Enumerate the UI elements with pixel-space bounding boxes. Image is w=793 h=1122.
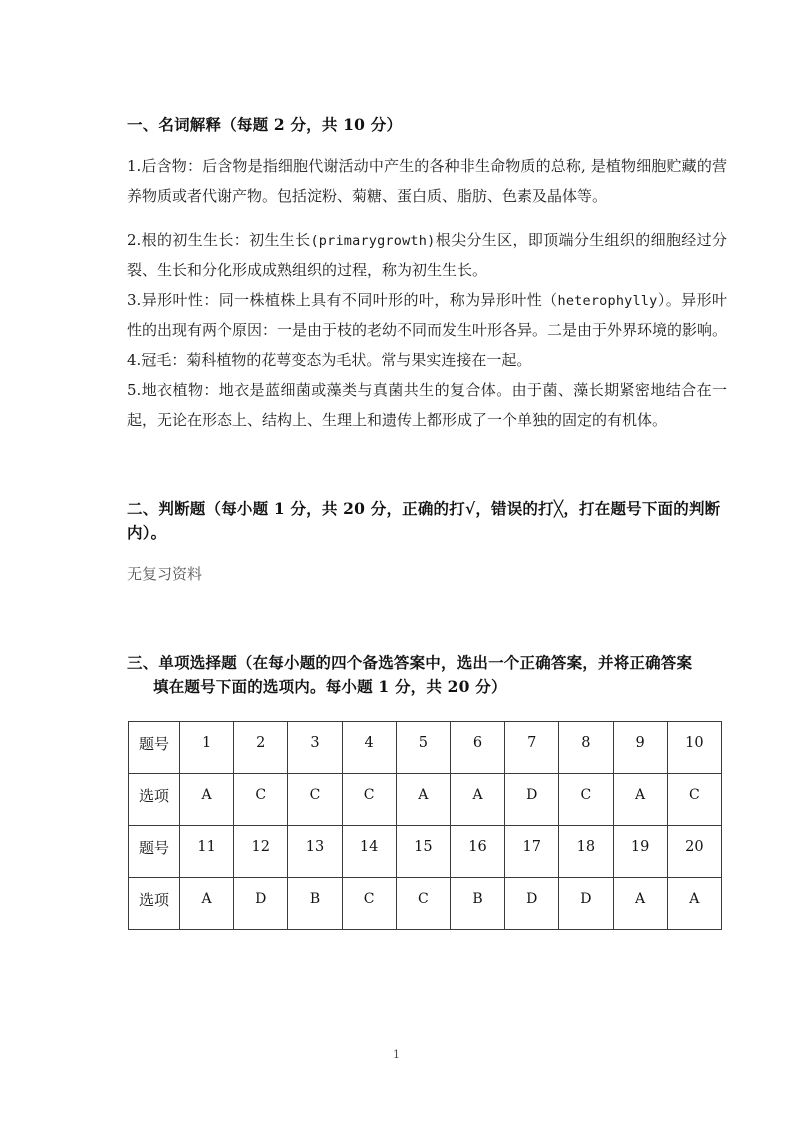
term-item-2-label: 2. bbox=[127, 231, 142, 250]
table-row bbox=[129, 722, 722, 774]
page-number: 1 bbox=[393, 1048, 400, 1061]
answer-option: A bbox=[450, 774, 504, 826]
question-number: 5 bbox=[396, 722, 450, 774]
table-row bbox=[129, 878, 722, 930]
answer-option: C bbox=[559, 774, 613, 826]
answer-key-table-body bbox=[129, 722, 722, 930]
term-item-5-term: 地衣植物： bbox=[141, 381, 219, 400]
answer-option: C bbox=[396, 878, 450, 930]
question-number: 10 bbox=[667, 722, 721, 774]
term-item-1-term: 后含物： bbox=[141, 157, 203, 176]
question-number: 6 bbox=[450, 722, 504, 774]
answer-option: A bbox=[180, 774, 234, 826]
term-item-3-label: 3. bbox=[127, 291, 142, 310]
term-item-5-text: 地衣是蓝细菌或藻类与真菌共生的复合体。由于菌、藻长期紧密地结合在一起，无论在形态上、结构上、生理上和遗传上都形成了一个单独的固定的有机体。 bbox=[127, 381, 727, 430]
term-item-2-text-before: 初生生长 bbox=[249, 231, 311, 250]
table-row bbox=[129, 774, 722, 826]
answer-option: D bbox=[559, 878, 613, 930]
answer-table-container bbox=[127, 721, 727, 930]
question-number: 15 bbox=[396, 826, 450, 878]
answer-option: D bbox=[234, 878, 288, 930]
table-row bbox=[129, 826, 722, 878]
spacer bbox=[127, 137, 727, 151]
question-number: 1 bbox=[180, 722, 234, 774]
term-item-3-latin: heterophylly bbox=[557, 293, 658, 310]
answer-option: B bbox=[450, 878, 504, 930]
question-number: 2 bbox=[234, 722, 288, 774]
term-item-5 bbox=[127, 375, 727, 435]
section-3-heading-line-2: 填在题号下面的选项内。每小题 1 分，共 20 分） bbox=[153, 677, 507, 697]
answer-option: C bbox=[667, 774, 721, 826]
section-1-heading: 一、名词解释（每题 2 分，共 10 分） bbox=[127, 115, 403, 134]
answer-option: A bbox=[667, 878, 721, 930]
term-item-4-text: 菊科植物的花萼变态为毛状。常与果实连接在一起。 bbox=[186, 351, 532, 370]
term-item-1-text: 后含物是指细胞代谢活动中产生的各种非生命物质的总称, 是植物细胞贮藏的营养物质或者代谢产物。包括淀粉、菊糖、蛋白质、脂肪、色素及晶体等。 bbox=[127, 157, 727, 206]
answer-option: C bbox=[234, 774, 288, 826]
term-item-5-label: 5. bbox=[127, 381, 142, 400]
answer-key-table bbox=[128, 721, 722, 930]
term-item-3-text-before: 同一株植株上具有不同叶形的叶，称为异形叶性（ bbox=[218, 291, 558, 310]
question-number: 7 bbox=[505, 722, 559, 774]
question-number: 12 bbox=[234, 826, 288, 878]
question-number: 18 bbox=[559, 826, 613, 878]
term-item-2-latin: (primarygrowth) bbox=[310, 233, 436, 250]
answer-option: A bbox=[613, 878, 667, 930]
term-item-2 bbox=[127, 225, 727, 285]
spacer bbox=[127, 211, 727, 225]
question-number: 14 bbox=[342, 826, 396, 878]
answer-option: D bbox=[505, 774, 559, 826]
document-content bbox=[127, 113, 727, 930]
row-header-number-2: 题号 bbox=[129, 826, 180, 878]
answer-option: A bbox=[613, 774, 667, 826]
row-header-number-1: 题号 bbox=[129, 722, 180, 774]
answer-option: A bbox=[396, 774, 450, 826]
answer-option: C bbox=[342, 878, 396, 930]
row-header-option-2: 选项 bbox=[129, 878, 180, 930]
term-item-3-text-after: ）。异形叶性的出现有两个原因：一是由于枝的老幼不同而发生叶形各异。二是由于外界环境的影响。 bbox=[127, 291, 728, 340]
term-item-4-term: 冠毛： bbox=[141, 351, 187, 370]
question-number: 9 bbox=[613, 722, 667, 774]
question-number: 11 bbox=[180, 826, 234, 878]
answer-option: A bbox=[180, 878, 234, 930]
row-header-option-1: 选项 bbox=[129, 774, 180, 826]
spacer bbox=[127, 545, 727, 559]
question-number: 20 bbox=[667, 826, 721, 878]
question-number: 4 bbox=[342, 722, 396, 774]
answer-option: C bbox=[342, 774, 396, 826]
spacer bbox=[127, 435, 727, 497]
term-item-1-label: 1. bbox=[127, 157, 142, 176]
term-item-4-label: 4. bbox=[127, 351, 142, 370]
section-3-heading-line-1: 三、单项选择题（在每小题的四个备选答案中，选出一个正确答案，并将正确答案 bbox=[127, 653, 693, 673]
answer-option: C bbox=[288, 774, 342, 826]
spacer bbox=[127, 589, 727, 651]
term-item-3-term: 异形叶性： bbox=[141, 291, 219, 310]
question-number: 19 bbox=[613, 826, 667, 878]
section-3-heading bbox=[127, 651, 727, 699]
question-number: 16 bbox=[450, 826, 504, 878]
term-item-3 bbox=[127, 285, 727, 345]
section-2-body: 无复习资料 bbox=[127, 565, 203, 584]
section-2-heading: 二、判断题（每小题 1 分，共 20 分，正确的打√，错误的打╳，打在题号下面的判断内）。 bbox=[127, 499, 721, 543]
question-number: 3 bbox=[288, 722, 342, 774]
answer-option: B bbox=[288, 878, 342, 930]
answer-option: D bbox=[505, 878, 559, 930]
term-item-2-term: 根的初生生长： bbox=[141, 231, 250, 250]
question-number: 13 bbox=[288, 826, 342, 878]
question-number: 8 bbox=[559, 722, 613, 774]
term-item-1 bbox=[127, 151, 727, 211]
question-number: 17 bbox=[505, 826, 559, 878]
term-item-2-text-after: 根尖分生区，即顶端分生组织的细胞经过分裂、生长和分化形成成熟组织的过程，称为初生生长。 bbox=[127, 231, 727, 280]
term-item-4 bbox=[127, 345, 727, 375]
